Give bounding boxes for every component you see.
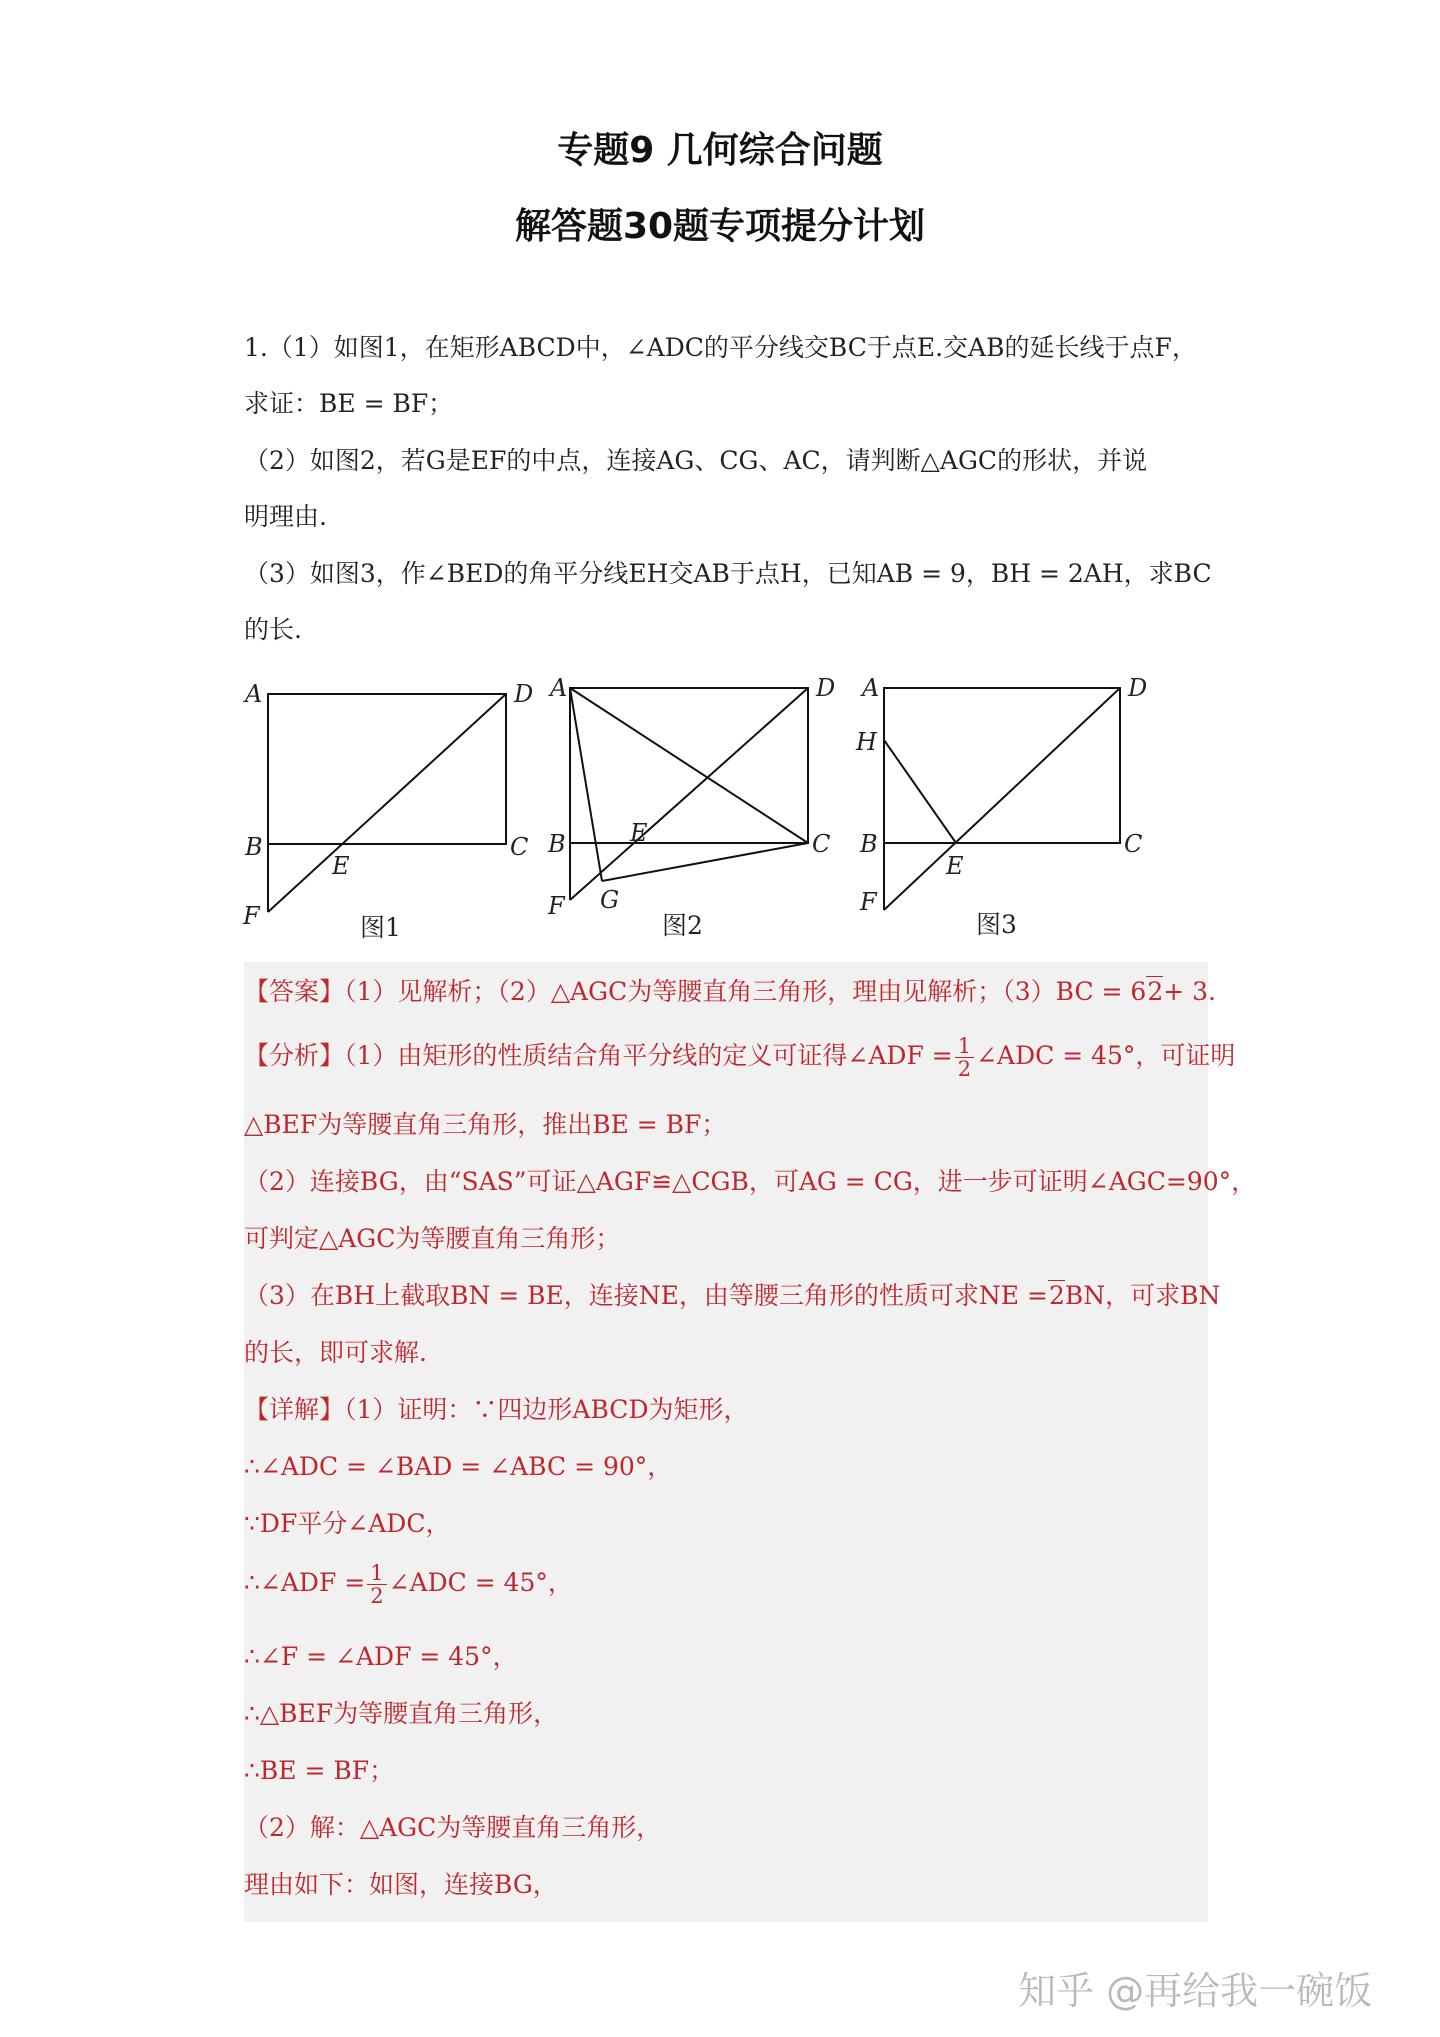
fig2-label-b: B — [548, 830, 566, 858]
analysis-line-6: 的长，即可求解. — [244, 1338, 427, 1367]
answer-tag: 【答案】 — [244, 977, 345, 1006]
analysis-text-1a: （1）由矩形的性质结合角平分线的定义可证得∠ADF = — [344, 1041, 953, 1070]
fig2-label-e: E — [630, 819, 648, 847]
fraction-denominator: 2 — [957, 1057, 972, 1081]
detail-line-2: ∴∠ADC = ∠BAD = ∠ABC = 90°， — [244, 1452, 673, 1481]
detail-half-fraction — [367, 1562, 386, 1607]
fig2-line-ag — [570, 688, 602, 881]
fig1-label-c: C — [510, 833, 529, 861]
fig3-label-a: A — [862, 674, 880, 702]
detail-line-5: ∴∠F = ∠ADF = 45°， — [244, 1642, 518, 1671]
fig3-line-he — [884, 740, 956, 843]
fig3-label-h: H — [856, 728, 877, 756]
fig1-label-b: B — [245, 833, 263, 861]
fig3-label-f: F — [860, 888, 877, 916]
detail-line-4 — [244, 1562, 1208, 1607]
fig1-label-f: F — [243, 902, 260, 930]
detail-line-1 — [244, 1395, 1208, 1425]
detail-line-6: ∴△BEF为等腰直角三角形， — [244, 1699, 559, 1728]
fig1-label-a: A — [245, 680, 263, 708]
fig3-label-b: B — [860, 830, 878, 858]
analysis-text-5b: BN，可求BN — [1064, 1281, 1221, 1310]
fig2-label-c: C — [812, 830, 831, 858]
fig2-line-df — [570, 688, 808, 900]
answer-sqrt: 2 — [1147, 977, 1164, 1006]
fig3-rectangle — [884, 688, 1120, 843]
fig2-line-gc — [602, 843, 808, 881]
half-fraction — [955, 1035, 974, 1080]
figure-3 — [884, 688, 1120, 910]
question-line-4: 明理由. — [244, 502, 327, 531]
fig2-line-ac — [570, 688, 808, 843]
fig1-caption: 图1 — [360, 913, 401, 942]
question-line-3: （2）如图2，若G是EF的中点，连接AG、CG、AC，请判断△AGC的形状，并说 — [244, 446, 1148, 475]
detail-text-4a: ∴∠ADF = — [244, 1568, 366, 1597]
fraction-numerator: 1 — [955, 1035, 974, 1058]
fig3-line-df — [884, 688, 1120, 910]
figure-1 — [268, 694, 506, 912]
fig2-label-g: G — [600, 886, 620, 914]
analysis-text-1b: ∠ADC = 45°，可证明 — [976, 1041, 1236, 1070]
analysis-line-1 — [244, 1034, 1236, 1081]
fig2-caption: 图2 — [662, 911, 703, 940]
analysis-sqrt: 2 — [1048, 1281, 1065, 1310]
detail-line-3: ∵DF平分∠ADC， — [244, 1509, 451, 1538]
analysis-line-2: △BEF为等腰直角三角形，推出BE = BF； — [244, 1110, 727, 1139]
detail-line-9: 理由如下：如图，连接BG， — [244, 1870, 558, 1899]
fig3-caption: 图3 — [976, 910, 1017, 939]
question-line-1: 1.（1）如图1，在矩形ABCD中，∠ADC的平分线交BC于点E.交AB的延长线于点F， — [244, 333, 1197, 362]
fig1-line-df — [268, 694, 506, 912]
fig2-label-a: A — [550, 674, 568, 702]
question-line-5: （3）如图3，作∠BED的角平分线EH交AB于点H，已知AB = 9，BH = 2AH，求BC — [244, 559, 1212, 588]
fig3-label-e: E — [946, 852, 964, 880]
analysis-tag: 【分析】 — [244, 1041, 345, 1070]
fig3-label-d: D — [1128, 674, 1148, 702]
analysis-line-4: 可判定△AGC为等腰直角三角形； — [244, 1224, 621, 1253]
figures-row — [240, 668, 1200, 958]
analysis-line-5 — [244, 1281, 1221, 1311]
fig1-label-d: D — [514, 680, 534, 708]
question-line-2: 求证：BE = BF； — [244, 389, 454, 418]
detail-line-8: （2）解：△AGC为等腰直角三角形， — [244, 1813, 662, 1842]
detail-line-7: ∴BE = BF； — [244, 1756, 395, 1785]
figure-2 — [570, 688, 808, 900]
answer-tail: + 3. — [1163, 977, 1216, 1006]
watermark: 知乎 @再给我一碗饭 — [1018, 1969, 1373, 2013]
fig2-label-d: D — [816, 674, 836, 702]
fig2-label-f: F — [548, 892, 565, 920]
fig1-label-e: E — [332, 852, 350, 880]
answer-line — [244, 977, 1216, 1007]
question-line-6: 的长. — [244, 615, 302, 644]
detail-text-4b: ∠ADC = 45°， — [388, 1568, 573, 1597]
detail-tag: 【详解】 — [244, 1395, 345, 1424]
detail-fraction-numerator: 1 — [367, 1562, 386, 1585]
fig1-rectangle — [268, 694, 506, 844]
analysis-text-5a: （3）在BH上截取BN = BE，连接NE，由等腰三角形的性质可求NE = — [244, 1281, 1048, 1310]
document-title: 专题9 几何综合问题 — [557, 130, 883, 171]
detail-fraction-denominator: 2 — [370, 1584, 384, 1608]
detail-text-1: （1）证明：∵四边形ABCD为矩形， — [344, 1395, 749, 1424]
analysis-line-3: （2）连接BG，由“SAS”可证△AGF≌△CGB，可AG = CG，进一步可证明∠AGC=90°， — [244, 1167, 1257, 1196]
fig3-label-c: C — [1124, 830, 1143, 858]
document-subtitle: 解答题30题专项提分计划 — [514, 206, 926, 247]
geometry-figures — [240, 668, 1200, 958]
answer-text: （1）见解析；（2）△AGC为等腰直角三角形，理由见解析；（3）BC = 6 — [344, 977, 1147, 1006]
